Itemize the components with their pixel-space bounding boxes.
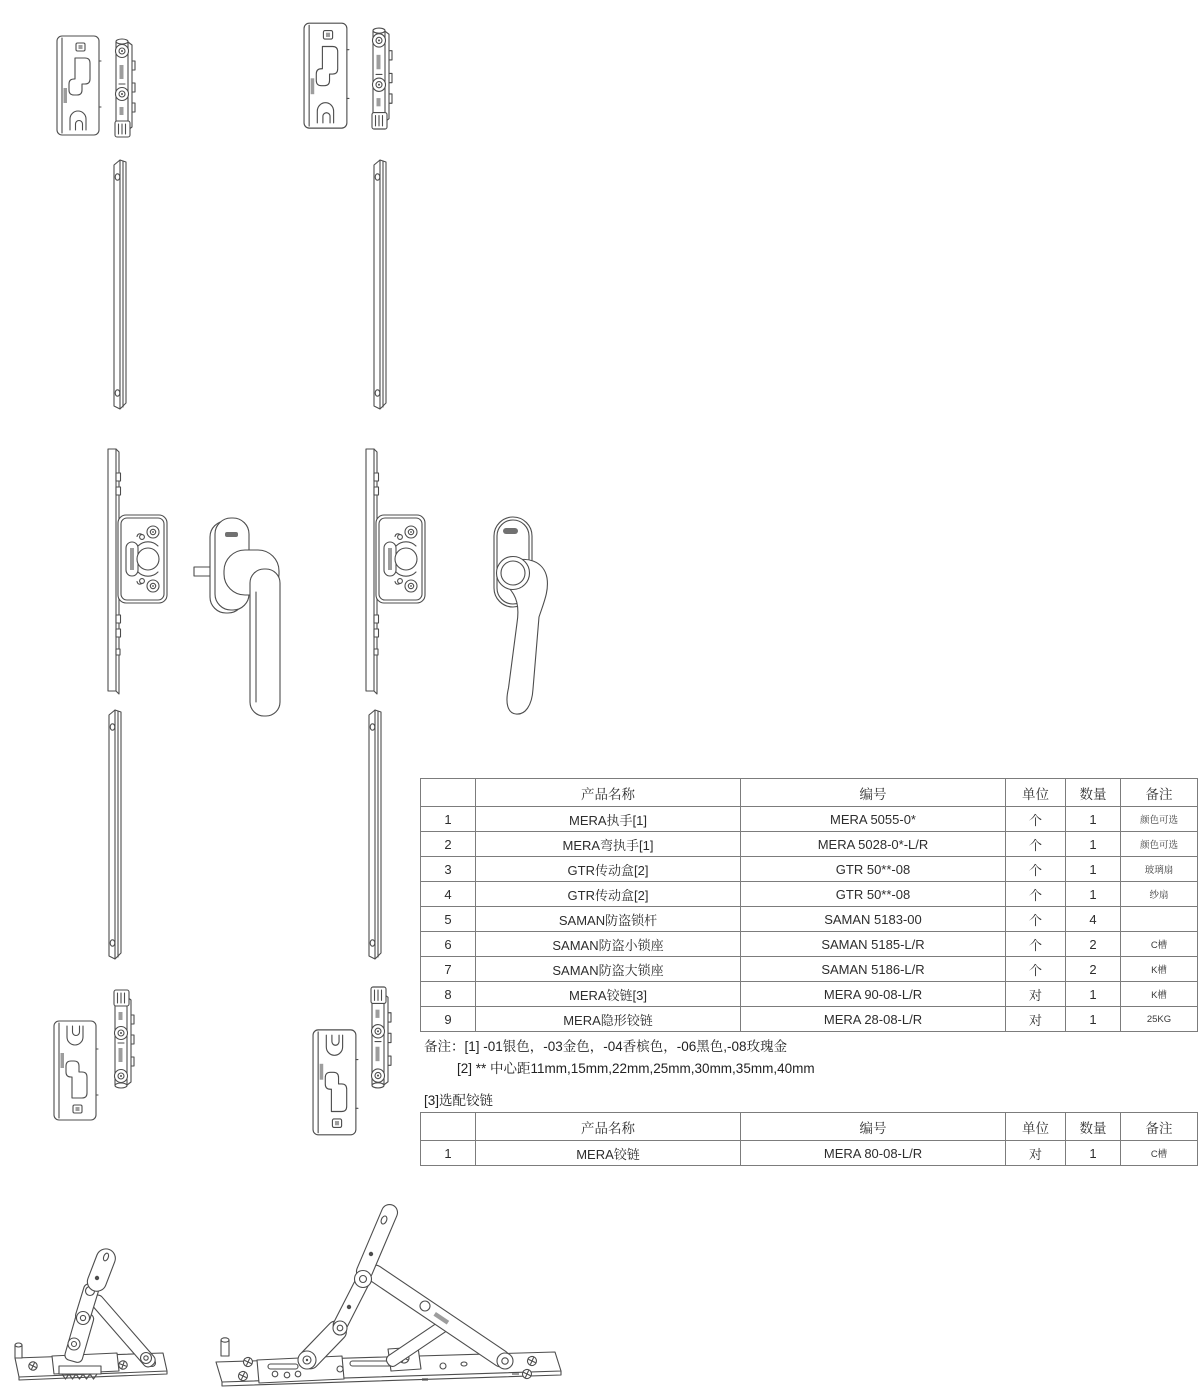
small-lock-keeper-top-drawing [57,36,101,135]
brand-mark [225,532,238,537]
table-cell: K槽 [1121,957,1198,982]
table-row [421,882,1198,907]
table-cell: 颜色可选 [1121,807,1198,832]
table-cell: 1 [1066,807,1121,832]
table-cell: 对 [1006,1007,1066,1032]
large-lock-keeper-top-drawing [304,23,349,128]
table-row [421,907,1198,932]
table-row [421,1007,1198,1032]
lock-rod-top-right-drawing [372,28,392,129]
mera-bent-handle-drawing [494,517,547,714]
lock-rod-bottom-left-drawing [114,990,134,1088]
table-cell: C槽 [1121,1141,1198,1166]
table-cell: SAMAN防盗小锁座 [476,932,741,957]
table-cell: MERA执手[1] [476,807,741,832]
table-cell: 6 [421,932,476,957]
table-cell: 个 [1006,932,1066,957]
table-cell: 2 [1066,932,1121,957]
column-header: 备注 [1121,779,1198,807]
hinge-large-drawing [216,1202,561,1386]
table-row [421,832,1198,857]
table-cell: SAMAN防盗锁杆 [476,907,741,932]
table-cell: 1 [1066,1141,1121,1166]
table-cell: GTR 50**-08 [741,857,1006,882]
column-header [421,1113,476,1141]
column-header: 单位 [1006,1113,1066,1141]
table-cell: SAMAN 5185-L/R [741,932,1006,957]
column-header: 产品名称 [476,1113,741,1141]
table-cell: MERA 90-08-L/R [741,982,1006,1007]
table-cell: 1 [421,807,476,832]
table-cell [1121,907,1198,932]
table-row [421,957,1198,982]
optional-table-header-row [421,1113,1198,1141]
optional-hinge-label: [3]选配铰链 [424,1093,494,1108]
mera-handle-drawing [194,518,280,716]
table-cell: MERA弯执手[1] [476,832,741,857]
table-cell: 4 [1066,907,1121,932]
table-cell: K槽 [1121,982,1198,1007]
table-cell: MERA 28-08-L/R [741,1007,1006,1032]
column-header: 数量 [1066,779,1121,807]
table-cell: 9 [421,1007,476,1032]
table-cell: GTR 50**-08 [741,882,1006,907]
table-row [421,807,1198,832]
table-cell: C槽 [1121,932,1198,957]
table-cell: MERA 5055-0* [741,807,1006,832]
table-cell: 个 [1006,957,1066,982]
table-cell: 3 [421,857,476,882]
table-cell: 4 [421,882,476,907]
gearbox-screen-sash-drawing [366,449,425,694]
small-lock-keeper-bottom-drawing [54,1021,98,1120]
table-cell: 个 [1006,882,1066,907]
gearbox-glass-sash-drawing [108,449,167,694]
table-row [421,1141,1198,1166]
lock-rod-bottom-right-drawing [371,987,391,1088]
table-cell: 1 [1066,1007,1121,1032]
table-cell: 颜色可选 [1121,832,1198,857]
lock-bar-upper-left-drawing [114,160,126,409]
table-cell: 1 [1066,882,1121,907]
optional-hinge-table [420,1112,1198,1166]
large-lock-keeper-bottom-drawing [313,1030,358,1135]
table-row [421,932,1198,957]
table-cell: 1 [1066,857,1121,882]
column-header: 编号 [741,1113,1006,1141]
table-cell: 25KG [1121,1007,1198,1032]
hinge-small-drawing [15,1246,167,1380]
table-cell: 个 [1006,807,1066,832]
table-cell: GTR传动盒[2] [476,882,741,907]
table-cell: 对 [1006,1141,1066,1166]
table-cell: MERA铰链[3] [476,982,741,1007]
table-cell: SAMAN防盗大锁座 [476,957,741,982]
table-cell: 2 [421,832,476,857]
lock-rod-top-left-drawing [115,39,135,137]
table-cell: 8 [421,982,476,1007]
lock-bar-lower-left-drawing [109,710,121,959]
table-cell: GTR传动盒[2] [476,857,741,882]
table-cell: 1 [1066,982,1121,1007]
table-cell: 7 [421,957,476,982]
column-header: 产品名称 [476,779,741,807]
table-cell: MERA 80-08-L/R [741,1141,1006,1166]
table-cell: 1 [1066,832,1121,857]
table-row [421,982,1198,1007]
table-cell: 个 [1006,907,1066,932]
lock-bar-upper-right-drawing [374,160,386,409]
table-cell: 对 [1006,982,1066,1007]
table-cell: 个 [1006,857,1066,882]
table-cell: SAMAN 5183-00 [741,907,1006,932]
parts-table [420,778,1198,1032]
remark-line-2: [2] ** 中心距11mm,15mm,22mm,25mm,30mm,35mm,40mm [457,1061,815,1077]
table-cell: 个 [1006,832,1066,857]
parts-table-header-row [421,779,1198,807]
column-header [421,779,476,807]
lock-bar-lower-right-drawing [369,710,381,959]
brand-mark [503,528,518,534]
column-header: 单位 [1006,779,1066,807]
table-row [421,857,1198,882]
table-cell: MERA 5028-0*-L/R [741,832,1006,857]
remarks [424,1036,815,1081]
table-cell: 纱扇 [1121,882,1198,907]
table-cell: SAMAN 5186-L/R [741,957,1006,982]
column-header: 数量 [1066,1113,1121,1141]
table-cell: 玻璃扇 [1121,857,1198,882]
table-cell: MERA铰链 [476,1141,741,1166]
table-cell: MERA隐形铰链 [476,1007,741,1032]
column-header: 编号 [741,779,1006,807]
column-header: 备注 [1121,1113,1198,1141]
table-cell: 2 [1066,957,1121,982]
remark-line-1: 备注：[1] -01银色，-03金色，-04香槟色，-06黑色,-08玫瑰金 [424,1039,788,1054]
table-cell: 1 [421,1141,476,1166]
table-cell: 5 [421,907,476,932]
